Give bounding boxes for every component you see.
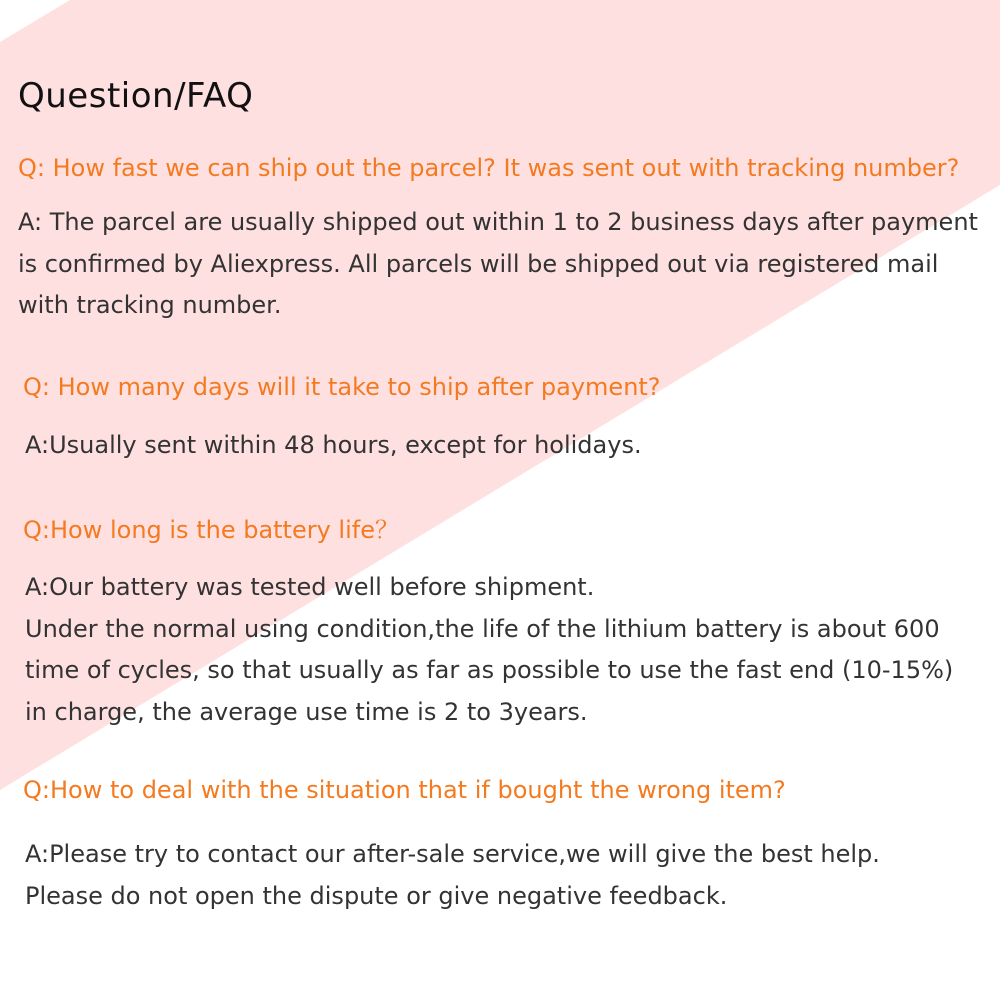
faq-question-battery-life: Q:How long is the battery life？: [23, 516, 399, 544]
faq-question-wrong-item: Q:How to deal with the situation that if bought the wrong item?: [23, 776, 786, 804]
page-title: Question/FAQ: [18, 76, 254, 116]
answer-line: Under the normal using condition,the life of the lithium battery is about 600: [25, 614, 940, 643]
answer-line: A:Our battery was tested well before shipment.: [25, 573, 595, 601]
faq-question-shipping-speed: Q: How fast we can ship out the parcel? It was sent out with tracking number?: [18, 154, 960, 182]
faq-answer-shipping-speed: [18, 202, 978, 327]
answer-line: A:Usually sent within 48 hours, except for holidays.: [25, 431, 642, 459]
answer-line: with tracking number.: [18, 291, 282, 319]
answer-line: in charge, the average use time is 2 to 3years.: [25, 697, 588, 726]
answer-line: A:Please try to contact our after-sale service,we will give the best help.: [25, 840, 880, 868]
faq-question-shipping-days: Q: How many days will it take to ship after payment?: [23, 373, 661, 401]
answer-line: time of cycles, so that usually as far as possible to use the fast end (10-15%): [25, 656, 954, 684]
faq-answer-wrong-item: [25, 834, 880, 917]
faq-answer-shipping-days: [25, 425, 642, 467]
answer-line: is confirmed by Aliexpress. All parcels will be shipped out via registered mail: [18, 249, 939, 278]
answer-line: Please do not open the dispute or give negative feedback.: [25, 881, 728, 910]
faq-answer-battery-life: [25, 567, 953, 733]
answer-line: A: The parcel are usually shipped out within 1 to 2 business days after payment: [18, 208, 978, 236]
